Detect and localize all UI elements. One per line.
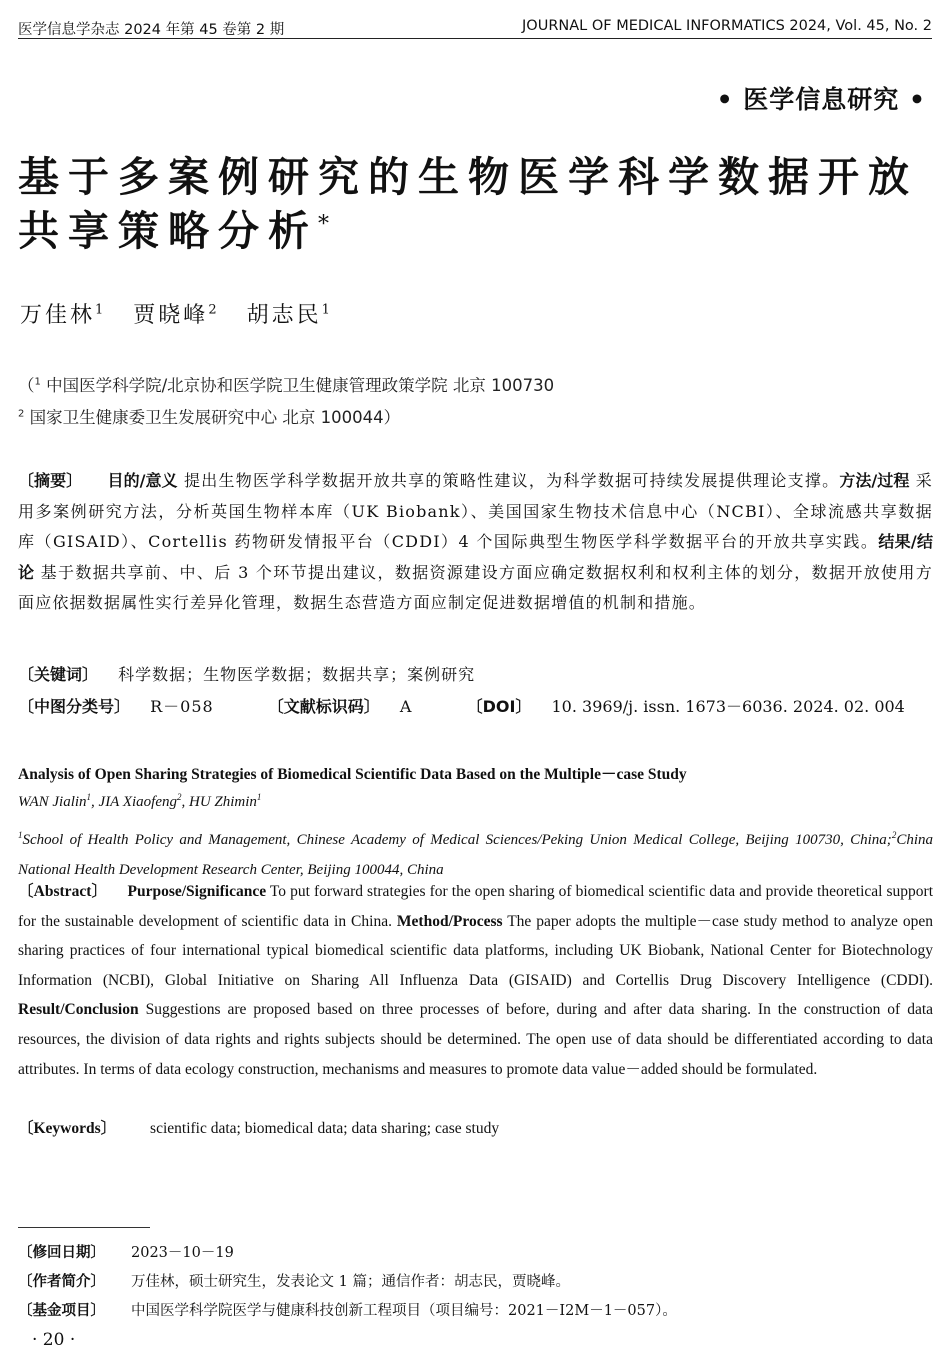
doi-value[interactable]: 10. 3969/j. issn. 1673－6036. 2024. 02. 004: [551, 697, 905, 716]
method-label: 方法/过程: [839, 471, 910, 490]
author-affiliation-mark: 1: [95, 302, 104, 318]
clc-value: R－058: [150, 697, 214, 716]
footnote-funding: [18, 1299, 677, 1320]
clc-label: 〔中图分类号〕: [18, 697, 131, 716]
affiliation-mark: 2: [18, 408, 25, 420]
english-author-list: WAN Jialin$^1$, JIA Xiaofeng$^2$, HU Zhimin$^1$: [18, 792, 262, 810]
author-name: 胡志民: [246, 303, 322, 328]
article-title: [18, 150, 933, 258]
keywords-line: [18, 662, 475, 685]
footnote-value: 2023－10－19: [131, 1245, 234, 1261]
author-affiliation-mark: 2: [208, 302, 217, 318]
result-label: 结果/结论: [18, 532, 933, 582]
english-result-text: Suggestions are proposed based on three processes of before, during and after data sharing. In the construction of data resources, the division of data rights and rights subjects should be determined. The open use of data should be differentiated according to data attributes. In terms of data ecology construction, mechanisms and measures to promote data value－added should be formulated.: [18, 1001, 934, 1078]
footnote-divider: [18, 1227, 150, 1228]
author-affiliation-mark: 1: [321, 302, 330, 318]
english-keywords-line: [18, 1116, 499, 1138]
title-line-2: [18, 204, 933, 258]
english-affiliation-1: School of Health Policy and Management, Chinese Academy of Medical Sciences/Peking Union Medical College, Beijing 100730, China;: [22, 832, 892, 848]
affiliation-2: [18, 404, 400, 428]
affiliation-text: 国家卫生健康委卫生发展研究中心 北京 100044）: [24, 408, 401, 427]
english-author-name: WAN Jialin: [18, 794, 87, 810]
english-purpose-text: To put forward strategies for the open sharing of biomedical scientific data and provide theoretical support for the sustainable development of scientific data in China.: [18, 883, 934, 930]
english-abstract-label: 〔Abstract〕: [18, 883, 108, 900]
english-keywords-label: 〔Keywords〕: [18, 1120, 117, 1137]
doi-label: 〔DOI〕: [466, 697, 532, 716]
method-text: 采用多案例研究方法，分析英国生物样本库（UK Biobank）、美国国家生物技术信息中心（NCBI）、全球流感共享数据库（GISAID）、Cortellis 药物研发情报平台（CDDI）4 个国际典型生物医学科学数据平台的开放共享实践。: [18, 471, 933, 551]
chinese-abstract: [18, 466, 933, 619]
author-name: 贾晓峰: [133, 303, 209, 328]
title-footnote-mark: *: [318, 212, 329, 237]
running-header: [18, 18, 932, 39]
footnote-revised-date: [18, 1241, 234, 1262]
footnote-label: 〔基金项目〕: [18, 1303, 105, 1319]
title-line-2-text: 共享策略分析: [18, 207, 318, 255]
footnote-author-bio: [18, 1270, 570, 1291]
page-number: · 20 ·: [32, 1330, 76, 1350]
english-affiliation-2: China National Health Development Research Center, Beijing 100044, China: [18, 832, 933, 878]
english-affiliations: [18, 820, 933, 885]
affiliation-1: [18, 372, 554, 396]
english-author-mark: 1: [256, 792, 262, 802]
section-label: • 医学信息研究 •: [716, 85, 926, 114]
english-affiliation-mark: 2: [891, 830, 897, 840]
footnote-label: 〔修回日期〕: [18, 1245, 105, 1261]
english-title: Analysis of Open Sharing Strategies of Biomedical Scientific Data Based on the Multiple－case Study: [18, 766, 687, 783]
author: [20, 298, 103, 329]
classification-line: [18, 694, 905, 717]
result-text: 基于数据共享前、中、后 3 个环节提出建议，数据资源建设方面应确定数据权利和权利主体的划分，数据开放使用方面应依据数据属性实行差异化管理，数据生态营造方面应制定促进数据增值的机制和措施。: [18, 562, 933, 612]
english-result-label: Result/Conclusion: [18, 1001, 139, 1019]
english-author-mark: 1: [86, 792, 92, 802]
author-list: [20, 298, 330, 329]
english-abstract: [18, 877, 933, 1084]
footnote-label: 〔作者简介〕: [18, 1274, 105, 1290]
keywords-label: 〔关键词〕: [18, 665, 99, 684]
english-affiliation-mark: 1: [18, 830, 23, 840]
purpose-label: 目的/意义: [107, 471, 178, 490]
abstract-label: 〔摘要〕: [18, 471, 83, 490]
author-name: 万佳林: [20, 303, 96, 328]
english-purpose-label: Purpose/Significance: [127, 883, 267, 900]
english-method-text: The paper adopts the multiple－case study method to analyze open sharing practices of four international typical biomedical scientific data platforms, including UK Biobank, National Center for Biotechnology Information (NCBI), Global Initiative on Sharing All Influenza Data (GISAID) and Cortellis Drug Discovery Intelligence (CDDI).: [18, 912, 933, 989]
english-keywords-value: scientific data; biomedical data; data sharing; case study: [150, 1120, 500, 1137]
affiliation-text: 中国医学科学院/北京协和医学院卫生健康管理政策学院 北京 100730: [40, 376, 555, 395]
footnote-value: 万佳林，硕士研究生，发表论文 1 篇；通信作者：胡志民，贾晓峰。: [131, 1274, 570, 1290]
english-method-label: Method/Process: [396, 912, 503, 930]
author: [133, 298, 216, 329]
affiliation-mark: 1: [34, 376, 41, 388]
header-journal-en: JOURNAL OF MEDICAL INFORMATICS 2024, Vol. 45, No. 2: [522, 18, 932, 34]
english-author-mark: 2: [176, 792, 182, 802]
title-line-1: 基于多案例研究的生物医学科学数据开放: [18, 153, 918, 201]
purpose-text: 提出生物医学科学数据开放共享的策略性建议，为科学数据可持续发展提供理论支撑。: [183, 471, 840, 490]
affiliation-open-paren: （: [18, 376, 35, 395]
english-author-name: JIA Xiaofeng: [98, 794, 177, 810]
footnote-value: 中国医学科学院医学与健康科技创新工程项目（项目编号：2021－I2M－1－057）。: [131, 1303, 677, 1319]
english-author-name: HU Zhimin: [188, 794, 257, 810]
doc-code-value: A: [399, 697, 413, 716]
doc-code-label: 〔文献标识码〕: [267, 697, 380, 716]
header-journal-cn: 医学信息学杂志 2024 年第 45 卷第 2 期: [18, 22, 285, 38]
author: [247, 298, 330, 329]
keywords-value: 科学数据；生物医学数据；数据共享；案例研究: [118, 665, 476, 684]
